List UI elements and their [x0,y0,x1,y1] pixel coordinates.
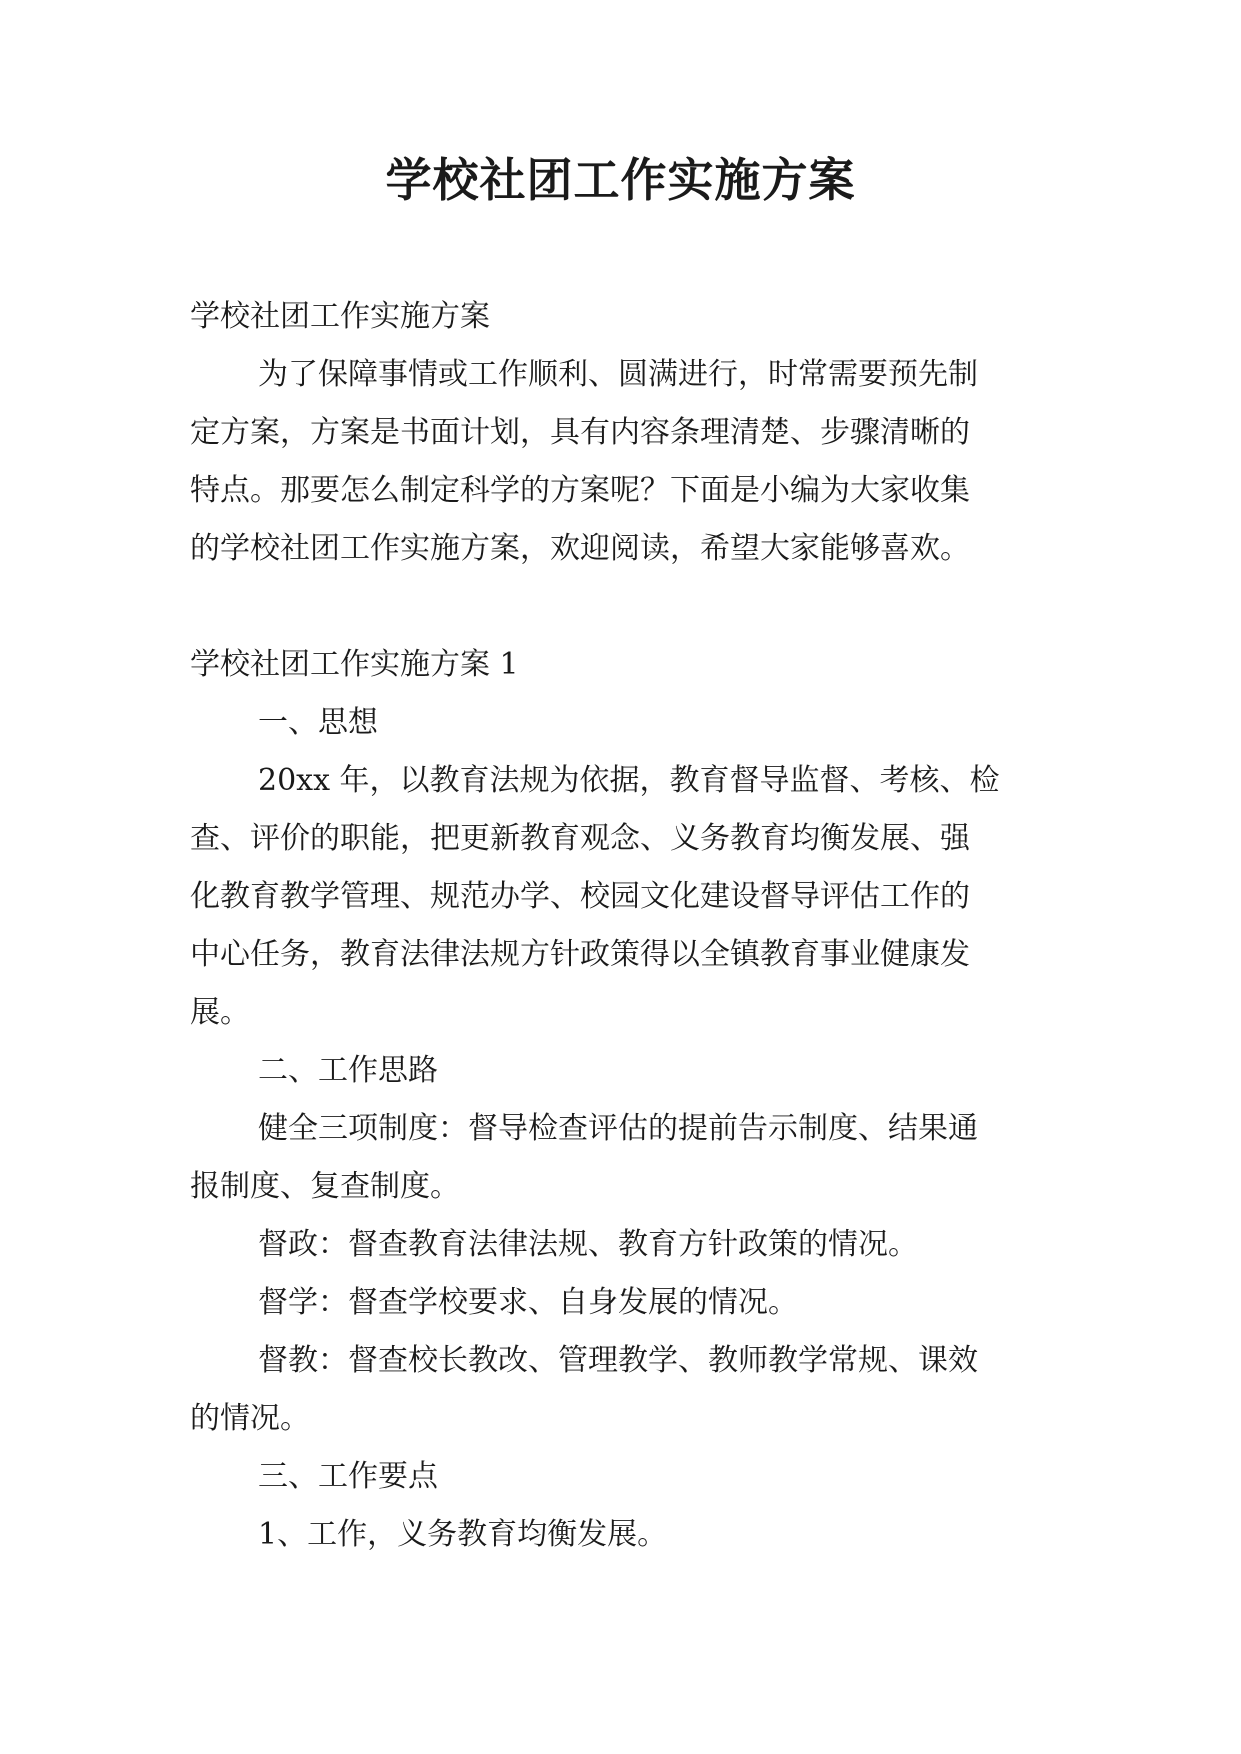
part2-line-1: 健全三项制度：督导检查评估的提前告示制度、结果通 [258,1111,978,1146]
dujiao-line-2: 的情况。 [190,1401,310,1436]
document-subtitle: 学校社团工作实施方案 [190,299,490,334]
part3-heading: 三、工作要点 [258,1459,438,1494]
document-body [190,288,1050,1564]
dujiao-line-1: 督教：督查校长教改、管理教学、教师教学常规、课效 [258,1343,978,1378]
intro-line-3: 特点。那要怎么制定科学的方案呢？下面是小编为大家收集 [190,473,970,508]
duxue-paragraph: 督学：督查学校要求、自身发展的情况。 [258,1285,798,1320]
part1-heading: 一、思想 [258,705,378,740]
duzheng-paragraph: 督政：督查教育法律法规、教育方针政策的情况。 [258,1227,918,1262]
intro-line-1: 为了保障事情或工作顺利、圆满进行，时常需要预先制 [258,357,978,392]
point-1: 1、工作，义务教育均衡发展。 [258,1517,668,1552]
part1-line-5: 展。 [190,995,250,1030]
part1-line-1: 20xx 年，以教育法规为依据，教育督导监督、考核、检 [258,763,1000,798]
intro-line-2: 定方案，方案是书面计划，具有内容条理清楚、步骤清晰的 [190,415,970,450]
part2-line-2: 报制度、复查制度。 [190,1169,460,1204]
part1-line-3: 化教育教学管理、规范办学、校园文化建设督导评估工作的 [190,879,970,914]
intro-line-4: 的学校社团工作实施方案，欢迎阅读，希望大家能够喜欢。 [190,531,970,566]
document-title: 学校社团工作实施方案 [385,153,856,207]
part1-line-4: 中心任务，教育法律法规方针政策得以全镇教育事业健康发 [190,937,970,972]
part1-line-2: 查、评价的职能，把更新教育观念、义务教育均衡发展、强 [190,821,970,856]
section-heading: 学校社团工作实施方案 1 [190,647,519,682]
part2-heading: 二、工作思路 [258,1053,438,1088]
